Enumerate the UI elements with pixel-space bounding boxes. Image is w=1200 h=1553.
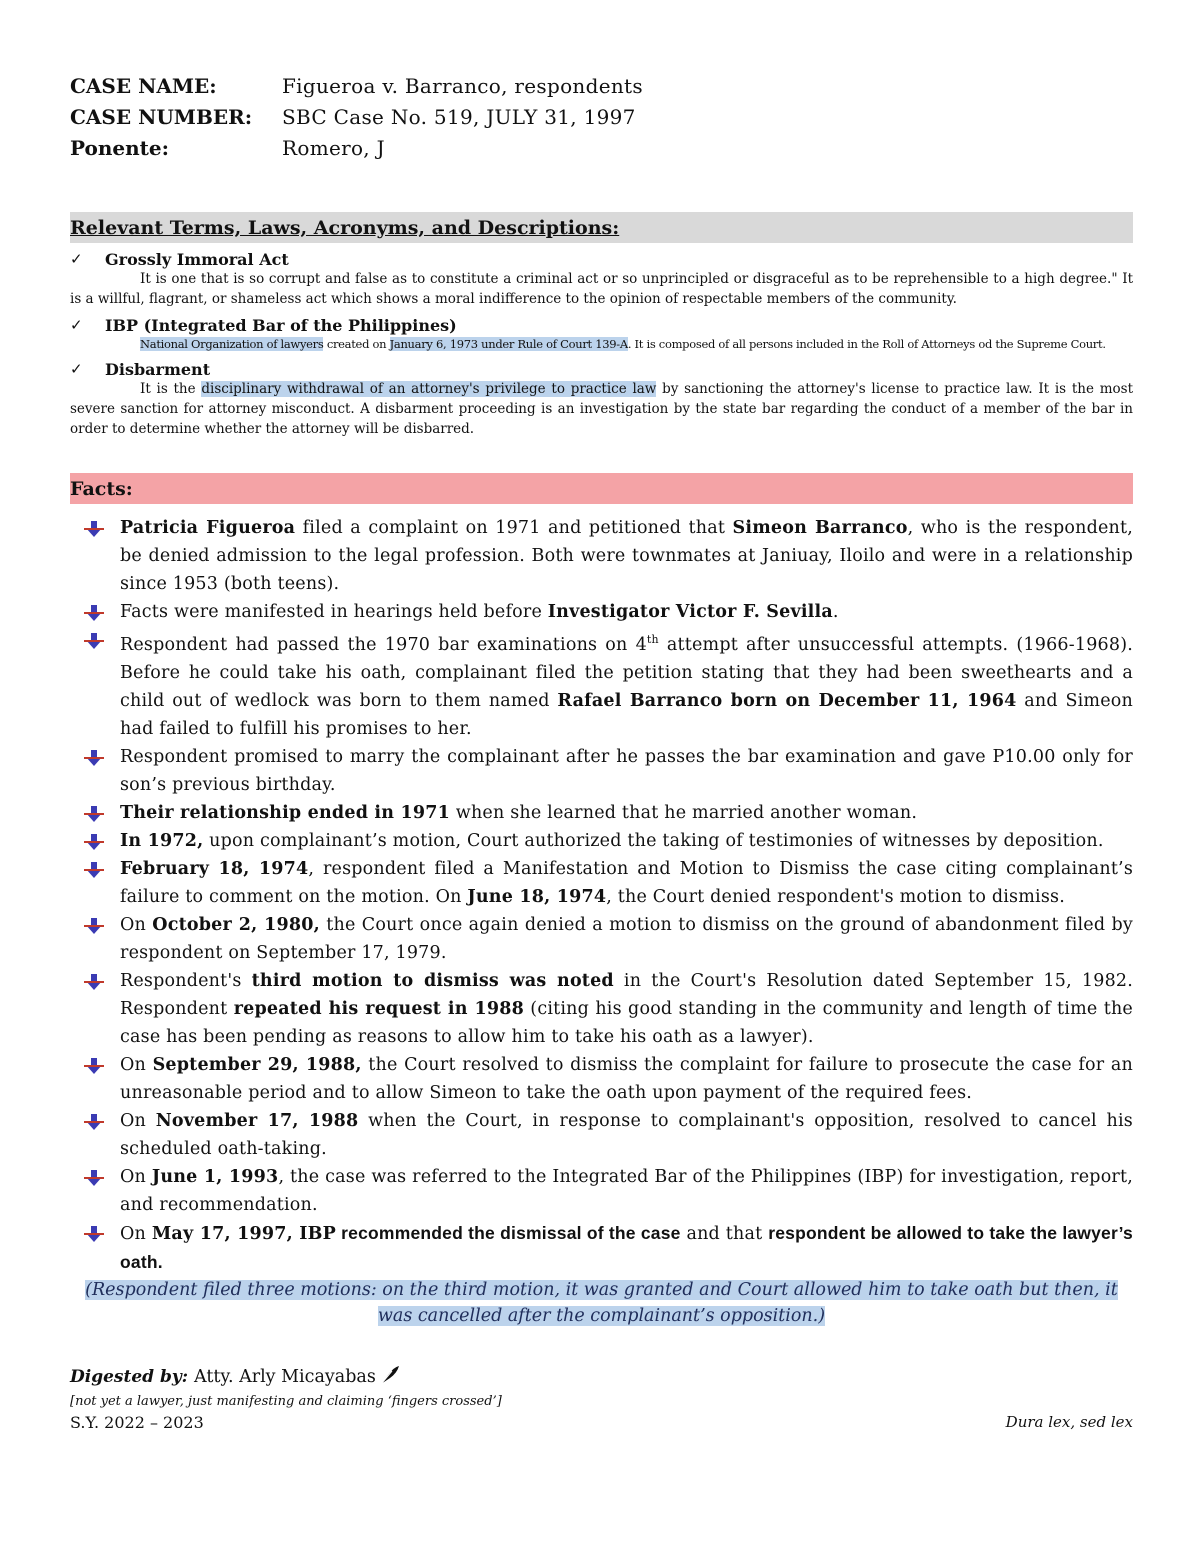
facts-list (70, 514, 1133, 1277)
text: the Court once again denied a motion to dismiss on the ground of abandonment filed by respondent on September 17, 1979. (120, 914, 1134, 963)
highlight: January 6, 1973 under Rule of Court 139-A (389, 337, 628, 351)
down-arrow-icon (70, 626, 120, 743)
term-title: Disbarment (105, 359, 211, 379)
list-item (70, 1163, 1133, 1219)
text: Respondent promised to marry the complainant after he passes the bar examination and gave P10.00 only for son’s previous birthday. (120, 746, 1133, 795)
bold-text: November 17, 1988 (155, 1110, 359, 1131)
case-name-row (70, 70, 1133, 101)
case-number-value: SBC Case No. 519, JULY 31, 1997 (282, 104, 636, 129)
list-item (70, 827, 1133, 855)
bold-text: Patricia Figueroa (120, 518, 296, 538)
bold-text: respondent be allowed to take the lawyer’s oath. (120, 1222, 1133, 1272)
bold-text: October 2, 1980, (152, 914, 320, 935)
ponente-label: Ponente: (70, 135, 169, 160)
term-description (70, 335, 1133, 353)
down-arrow-icon (70, 1219, 120, 1277)
down-arrow-icon (70, 1051, 120, 1107)
down-arrow-icon (70, 1107, 120, 1163)
text: Facts were manifested in hearings held before (120, 602, 548, 622)
text: filed a complaint on 1971 and petitioned that (295, 518, 733, 538)
term-title: Grossly Immoral Act (105, 249, 289, 269)
term-description (70, 379, 1133, 439)
terms-heading: Relevant Terms, Laws, Acronyms, and Descriptions: (70, 212, 1133, 243)
down-arrow-icon (70, 911, 120, 967)
quill-icon (380, 1365, 400, 1390)
text: Respondent's (120, 970, 252, 991)
summary-note (70, 1277, 1133, 1329)
list-item (70, 598, 1133, 626)
down-arrow-icon (70, 514, 120, 598)
bold-text: In 1972, (120, 830, 204, 851)
bold-text: Their relationship ended in 1971 (120, 802, 450, 823)
down-arrow-icon (70, 799, 120, 827)
list-item (70, 743, 1133, 799)
text: , who is the respondent, be denied admission to the legal profession. Both were townmates at Janiuay, Iloilo and were in a relationship since 1953 (both teens). (120, 518, 1133, 594)
down-arrow-icon (70, 855, 120, 911)
superscript: th (646, 633, 659, 646)
ponente-row (70, 132, 1133, 163)
bold-text: third motion to dismiss was noted (251, 970, 614, 991)
text: by sanctioning the attorney's license to practice law. It is the most severe sanction for attorney misconduct. A disbarment proceeding is an investigation by the state bar regarding the conduct of a member of the bar in order to determine whether the attorney will be disbarred. (70, 381, 1133, 437)
bold-text: June 1, 1993 (151, 1166, 279, 1187)
term-disbarment (70, 359, 1133, 439)
case-name-label: CASE NAME: (70, 73, 217, 98)
text: , the case was referred to the Integrated Bar of the Philippines (IBP) for investigation, report, and recommendation. (120, 1166, 1133, 1215)
down-arrow-icon (70, 827, 120, 855)
text: when the Court, in response to complainant's opposition, resolved to cancel his scheduled oath-taking. (120, 1110, 1133, 1159)
text: (citing his good standing in the community and length of time the case has been pending as reasons to allow him to take his oath as a lawyer). (120, 998, 1133, 1047)
school-year: S.Y. 2022 – 2023 (70, 1412, 204, 1432)
list-item (70, 1107, 1133, 1163)
list-item (70, 799, 1133, 827)
bold-text: repeated his request in 1988 (233, 998, 524, 1019)
digested-label: Digested by: (70, 1367, 188, 1388)
bold-text: June 18, 1974 (467, 886, 607, 907)
text: , respondent filed a Manifestation and Motion to Dismiss the case citing complainant’s failure to comment on the motion. On (120, 858, 1133, 907)
text: On (120, 914, 153, 935)
list-item (70, 626, 1133, 743)
text: created on (323, 337, 390, 351)
list-item (70, 967, 1133, 1051)
text: On (120, 1054, 153, 1075)
list-item (70, 1219, 1133, 1277)
bold-text: September 29, 1988, (152, 1054, 362, 1075)
text: It is the (140, 381, 202, 397)
term-ibp (70, 315, 1133, 353)
term-description: It is one that is so corrupt and false as to constitute a criminal act or so unprincipled or disgraceful as to be reprehensible to a high degree." It is a willful, flagrant, or shameless act which shows a moral indifference to the opinion of respectable members of the community. (70, 271, 1133, 307)
text: Respondent had passed the 1970 bar examinations on 4 (120, 634, 647, 655)
bold-text: May 17, 1997, IBP (151, 1223, 337, 1244)
down-arrow-icon (70, 1163, 120, 1219)
down-arrow-icon (70, 967, 120, 1051)
text: when she learned that he married another woman. (450, 802, 918, 823)
note-text: (Respondent filed three motions: on the third motion, it was granted and Court allowed him to take oath but then, it was cancelled after the complainant’s opposition.) (85, 1279, 1118, 1326)
bold-text: February 18, 1974 (120, 858, 309, 879)
text: upon complainant’s motion, Court authorized the taking of testimonies of witnesses by deposition. (203, 830, 1104, 851)
case-number-label: CASE NUMBER: (70, 104, 253, 129)
text: On (120, 1166, 152, 1187)
text: in the Court's Resolution dated September 15, 1982. Respondent (120, 970, 1134, 1019)
check-icon: ✓ (70, 316, 83, 334)
list-item (70, 1051, 1133, 1107)
list-item (70, 514, 1133, 598)
list-item (70, 911, 1133, 967)
text: . It is composed of all persons included in the Roll of Attorneys od the Supreme Court. (627, 337, 1106, 351)
bold-text: Simeon Barranco (732, 518, 908, 538)
bold-text: Investigator Victor F. Sevilla (547, 602, 833, 622)
list-item (70, 855, 1133, 911)
motto: Dura lex, sed lex (1005, 1412, 1133, 1431)
term-title: IBP (Integrated Bar of the Philippines) (105, 315, 457, 335)
text: On (120, 1223, 152, 1244)
highlight: disciplinary withdrawal of an attorney's privilege to practice law (201, 381, 657, 397)
down-arrow-icon (70, 598, 120, 626)
text: and Simeon had failed to fulfill his promises to her. (120, 690, 1133, 739)
case-name-value: Figueroa v. Barranco, respondents (282, 73, 643, 98)
digested-by (70, 1365, 1133, 1390)
term-grossly-immoral (70, 249, 1133, 309)
text: the Court resolved to dismiss the complaint for failure to prosecute the case for an unreasonable period and to allow Simeon to take the oath upon payment of the required fees. (120, 1054, 1134, 1103)
text: , the Court denied respondent's motion to dismiss. (606, 886, 1065, 907)
disclaimer-note: [not yet a lawyer, just manifesting and claiming ‘fingers crossed’] (70, 1393, 502, 1409)
check-icon: ✓ (70, 360, 83, 378)
footer-row (70, 1413, 1133, 1432)
text: and that (680, 1223, 769, 1244)
check-icon: ✓ (70, 250, 83, 268)
down-arrow-icon (70, 743, 120, 799)
facts-heading: Facts: (70, 473, 1133, 504)
digested-name: Atty. Arly Micayabas (194, 1367, 376, 1388)
text: . (832, 602, 839, 622)
text: On (120, 1110, 156, 1131)
text: attempt after unsuccessful attempts. (1966-1968). Before he could take his oath, complainant filed the petition stating that they had been sweethearts and a child out of wedlock was born to them named (120, 634, 1133, 711)
ponente-value: Romero, J (282, 135, 385, 160)
bold-text: Rafael Barranco born on December 11, 1964 (557, 690, 1017, 711)
document-page (70, 70, 1133, 1432)
case-number-row (70, 101, 1133, 132)
highlight: National Organization of lawyers (140, 337, 324, 351)
bold-text: recommended the dismissal of the case (336, 1222, 681, 1243)
